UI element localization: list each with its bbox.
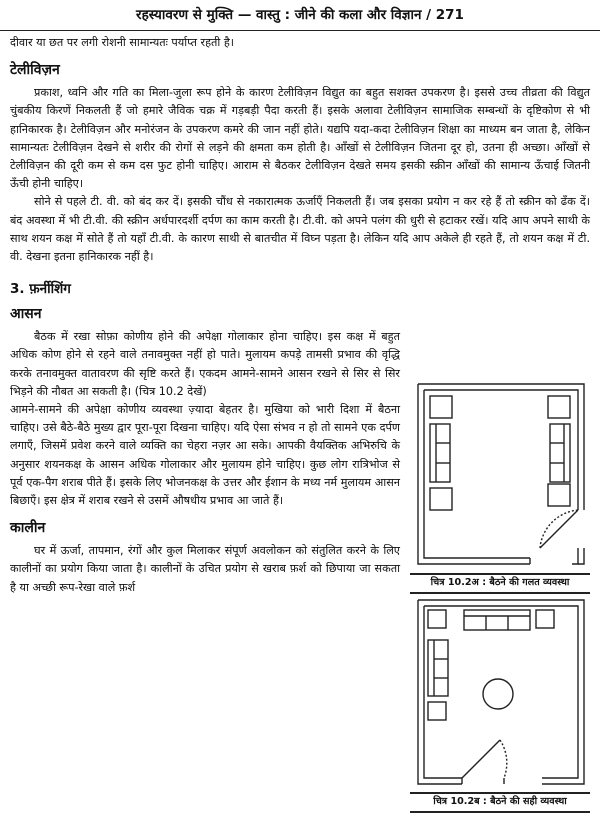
seating-heading: आसन [10, 306, 42, 323]
intro-line: दीवार या छत पर लगी रोशनी सामान्यतः पर्याप्त रहती है। [10, 36, 235, 49]
tv-paragraph-2: सोने से पहले टी. वी. को बंद कर दें। इसकी चौंध से नकारात्मक ऊर्जाएँ निकलती हैं। जब इसका प्रयोग न कर रहे हैं तो स्क्रीन को ढँक दें। बंद अवस्था में भी टी.वी. की स्क्रीन अर्धपारदर्शी दर्पण का काम करती है। टी.वी. को अपने पलंग की धुरी से हटाकर रखें। यदि आप अपने साथी के साथ शयन कक्ष में सोते हैं तो यहाँ टी.वी. के कारण साथी से बातचीत में विघ्न पड़ता है। लेकिन यदि आप अकेले ही रहते हैं, तो शयन कक्ष में टी. वी. देखना इतना हानिकारक नहीं है। [10, 195, 590, 264]
header-title: रहस्यावरण से मुक्ति — वास्तु : जीने की कला और विज्ञान / 271 [136, 7, 464, 23]
carpet-heading: कालीन [10, 520, 46, 537]
tv-heading: टेलीविज़न [10, 62, 60, 79]
figure-a-caption: चित्र 10.2अ : बैठने की गलत व्यवस्था [430, 577, 570, 588]
figure-b-bottom-rule [410, 811, 590, 813]
figure-b-caption: चित्र 10.2ब : बैठने की सही व्यवस्था [433, 796, 567, 807]
figure-b-top-rule [410, 792, 590, 794]
seating-paragraph-2: आमने-सामने की अपेक्षा कोणीय व्यवस्था ज़्यादा बेहतर है। मुखिया को भारी दिशा में बैठना चाहिए। उसे बैठे-बैठे मुख्य द्वार पूरा-पूरा दिखना चाहिए। यदि ऐसा संभव न हो तो सामने एक दर्पण लगाएँ, जिसमें प्रवेश करने वाले व्यक्ति का चेहरा नज़र आ सके। आपकी वैयक्तिक अभिरुचि के अनुसार शयनकक्ष के आसन अधिक गोलाकार और मुलायम होने चाहिए। कुछ लोग रात्रिभोज से पूर्व एक-पैग शराब पीते हैं। इसके लिए भोजनकक्ष के उत्तर और ईशान के मध्य नर्म मुलायम आसन बिछाएँ। इस क्षेत्र में शराब रखने से उसमें औषधीय प्रभाव आ जाते हैं। [10, 403, 400, 508]
seating-paragraph-1: बैठक में रखा सोफ़ा कोणीय होने की अपेक्षा गोलाकार होना चाहिए। इस कक्ष में बहुत अधिक कोण होने से रहने वाले तनावमुक्त नहीं हो पाते। मुलायम कपड़े तामसी प्रभाव की वृद्धि करके तनावमुक्त वातावरण की सृष्टि करते हैं। एकदम आमने-सामने आसन रखने से सिर से सिर भिड़ने की नौबत आ सकती है। (चित्र 10.2 देखें) [10, 330, 400, 398]
furnishing-heading: 3. फ़र्नीशिंग [10, 281, 71, 298]
figure-a-top-rule [410, 573, 590, 575]
carpet-paragraph-1: घर में ऊर्जा, तापमान, रंगों और कुल मिलाकर संपूर्ण अवलोकन को संतुलित करने के लिए कालीनों का प्रयोग किया जाता है। कालीनों के उचित प्रयोग से खराब फ़र्श को छिपाया जा सकता है या अच्छी रूप-रेखा वाले फ़र्श [10, 544, 400, 594]
page-header [0, 0, 600, 31]
tv-paragraph-1: प्रकाश, ध्वनि और गति का मिला-जुला रूप होने के कारण टेलीविज़न विद्युत का बहुत सशक्त उपकरण है। इससे उच्च तीव्रता की विद्युत चुंबकीय किरणें निकलती हैं जो हमारे जैविक चक्र में गड़बड़ी पैदा करती हैं। इसके अलावा टेलीविज़न सामाजिक सम्बन्धों के दृष्टिकोण से भी हानिकारक है। टेलीविज़न और मनोरंजन के उपकरण कमरे की जान नहीं होते। यद्यपि यदा-कदा टेलीविज़न शिक्षा का माध्यम बन जाता है, लेकिन सामान्यतः टेलीविज़न देखने से शरीर की रोगों से लड़ने की क्षमता कम होती है। आँखों से टेलीविज़न जितना दूर हो, उतना ही अच्छा। आँखों से टेलीविज़न की दूरी कम से कम दस फुट होनी चाहिए। आराम से बैठकर टेलीविज़न देखते समय इसकी स्क्रीन आँखों की सामान्य ऊँचाई जितनी ऊँची होनी चाहिए। [10, 86, 590, 191]
seating-section [10, 302, 400, 597]
figure-wrong-seating [412, 378, 590, 570]
table-square [430, 396, 452, 418]
figure-correct-seating [412, 594, 590, 790]
